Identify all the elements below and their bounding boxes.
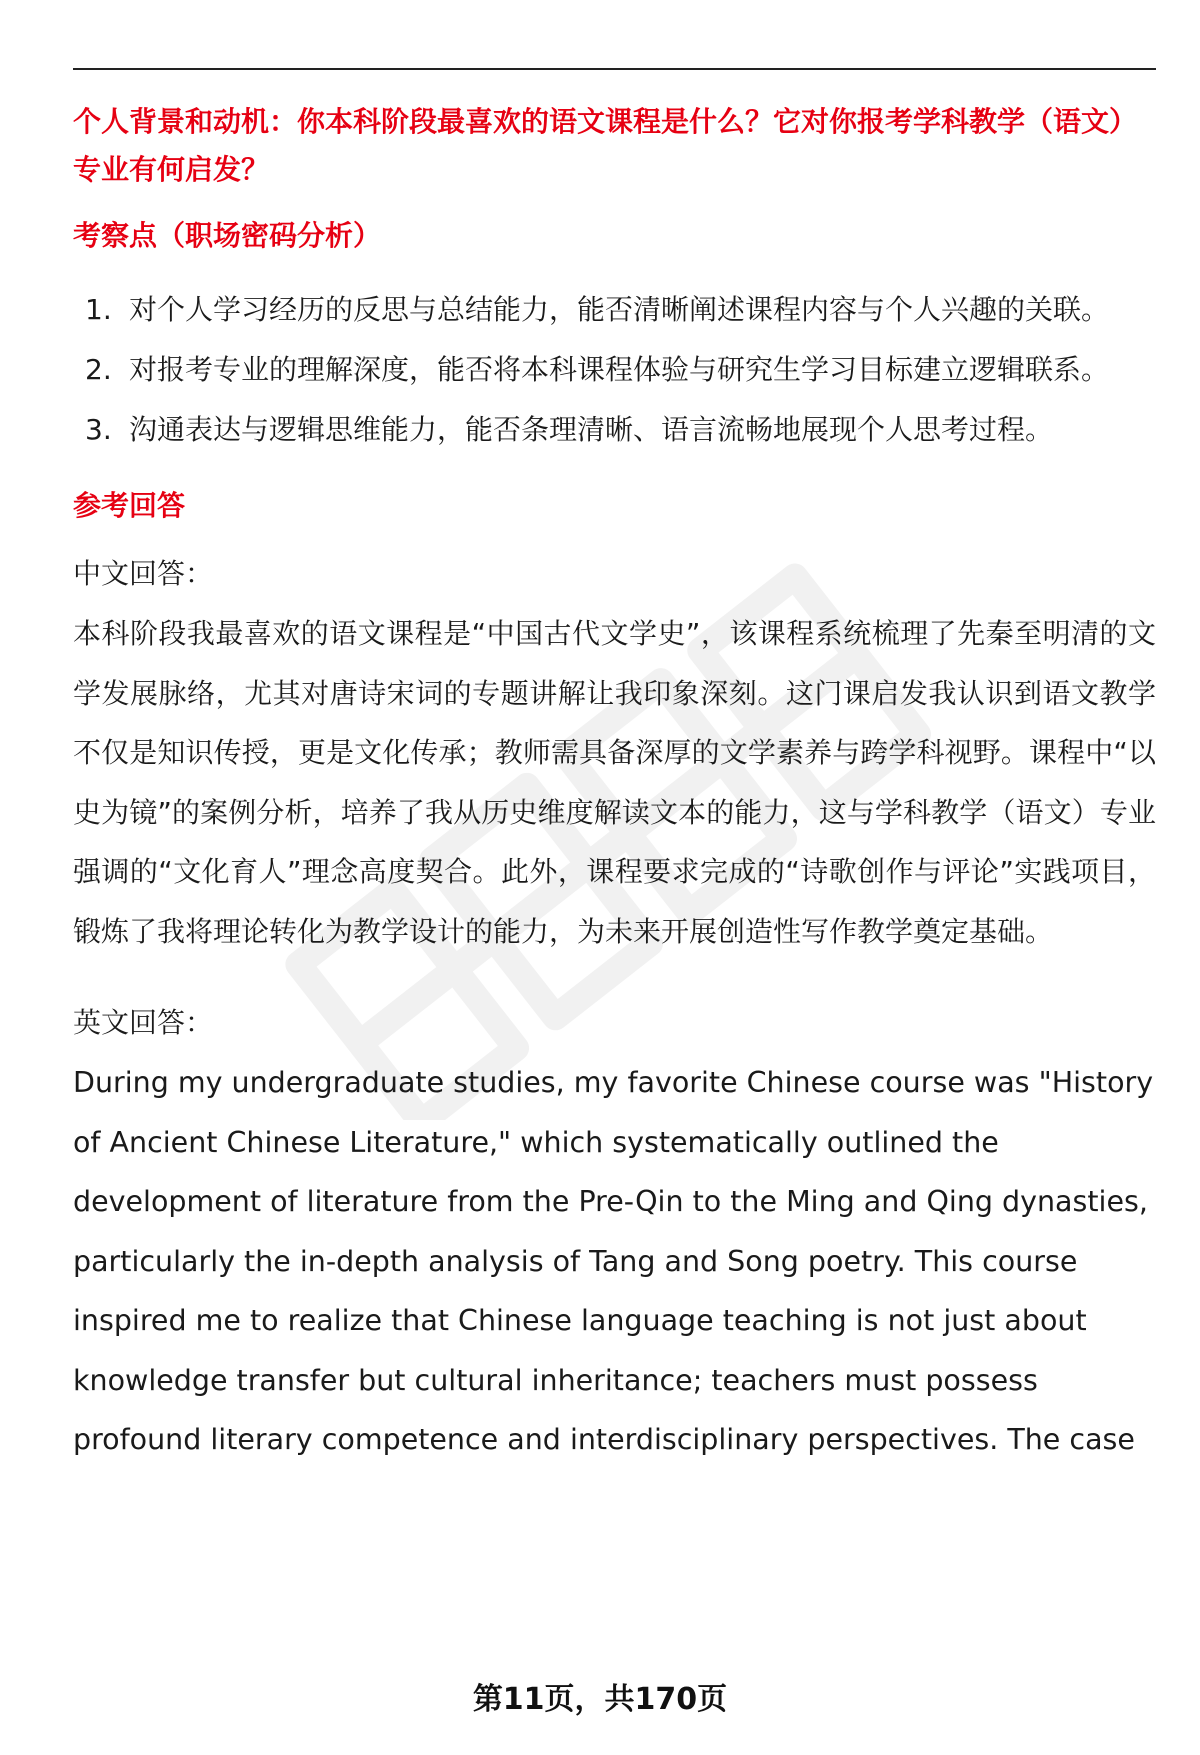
- english-answer-text: During my undergraduate studies, my favorite Chinese course was "History of Ancient Chinese Literature," which systematically outlined the development of literature from the Pre-Qin to the Ming and Qing dynasties, particularly the in-depth analysis of Tang and Song poetry. This course inspired me to realize that Chinese language teaching is not just about knowledge transfer but cultural inheritance; teachers must possess profound literary competence and interdisciplinary perspectives. The case: [73, 1066, 1154, 1456]
- header-divider: [73, 68, 1156, 70]
- list-number: 1.: [85, 293, 112, 326]
- list-item: [73, 340, 1156, 400]
- reference-answer-heading: 参考回答: [73, 489, 186, 522]
- list-item-text: 对报考专业的理解深度，能否将本科课程体验与研究生学习目标建立逻辑联系。: [129, 353, 1110, 386]
- list-item: [73, 400, 1156, 460]
- page-footer: 第11页，共170页: [472, 1682, 728, 1717]
- list-item-text: 沟通表达与逻辑思维能力，能否条理清晰、语言流畅地展现个人思考过程。: [129, 413, 1054, 446]
- english-answer-label: 英文回答：: [73, 1006, 214, 1039]
- interview-question: 个人背景和动机：你本科阶段最喜欢的语文课程是什么？它对你报考学科教学（语文）专业有何启发？: [73, 105, 1138, 186]
- list-item: [73, 280, 1156, 340]
- list-number: 2.: [85, 353, 112, 386]
- exam-points-list: [73, 280, 1156, 460]
- list-number: 3.: [85, 413, 112, 446]
- exam-points-heading: 考察点（职场密码分析）: [73, 219, 382, 252]
- chinese-answer-text: 本科阶段我最喜欢的语文课程是“中国古代文学史”，该课程系统梳理了先秦至明清的文学发展脉络，尤其对唐诗宋词的专题讲解让我印象深刻。这门课启发我认识到语文教学不仅是知识传授，更是文化传承；教师需具备深厚的文学素养与跨学科视野。课程中“以史为镜”的案例分析，培养了我从历史维度解读文本的能力，这与学科教学（语文）专业强调的“文化育人”理念高度契合。此外，课程要求完成的“诗歌创作与评论”实践项目，锻炼了我将理论转化为教学设计的能力，为未来开展创造性写作教学奠定基础。: [73, 617, 1156, 948]
- chinese-answer-label: 中文回答：: [73, 557, 214, 590]
- list-item-text: 对个人学习经历的反思与总结能力，能否清晰阐述课程内容与个人兴趣的关联。: [129, 293, 1110, 326]
- document-body: [73, 98, 1156, 1470]
